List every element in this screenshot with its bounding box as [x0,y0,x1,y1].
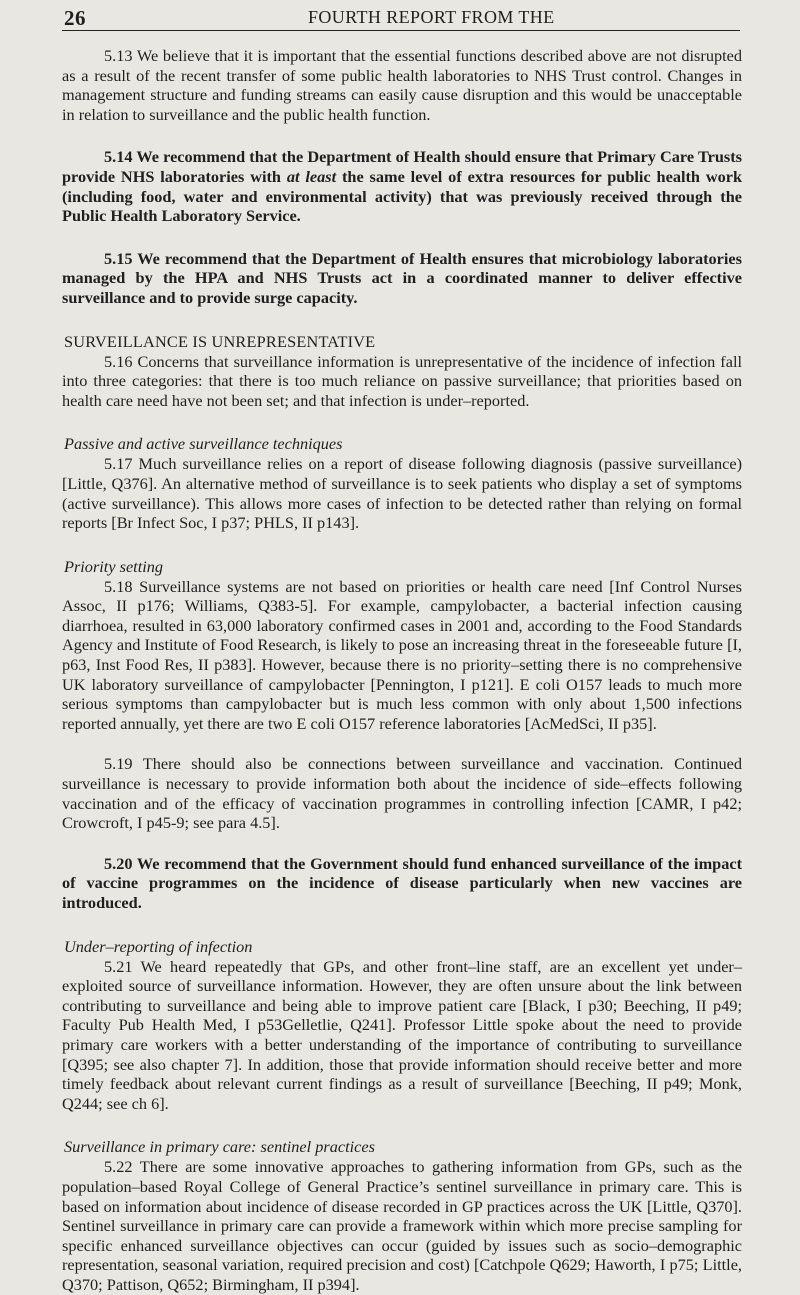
rec-5-14-text-a: 5.14 We recommend that the Department of Health should ensure that Primary Care Trusts provide NHS laboratories with [62,147,742,186]
running-title: FOURTH REPORT FROM THE [308,7,555,27]
subheading-under-reporting: Under–reporting of infection [64,936,253,956]
recommendation-5-15: 5.15 We recommend that the Department of Health ensures that microbiology laboratories managed by the HPA and NHS Trusts act in a coordinated manner to deliver effective surveillance and to provide surge capacity. [62,248,742,307]
subheading-priority: Priority setting [64,556,164,576]
page-number: 26 [64,6,86,30]
rec-5-14-text-b: the same level of extra resources for public health work (including food, water and environmental activity) that was previously received through the Public Health Laboratory Service. [62,166,743,226]
paragraph-5-17: 5.17 Much surveillance relies on a report of disease following diagnosis (passive surveillance) [Little, Q376]. An alternative method of surveillance is to seek patients who display a set of symptoms (active surveillance). This allows more cases of infection to be detected rather than relying on formal reports [Br Infect Soc, I p37; PHLS, II p143]. [62,454,742,533]
paragraph-5-19: 5.19 There should also be connections between surveillance and vaccination. Continued surveillance is necessary to provide information both about the incidence of side–effects following vaccination and of the efficacy of vaccination programmes in controlling infection [CAMR, I p42; Crowcroft, I p45-9; see para 4.5]. [62,754,742,833]
report-body [62,46,742,1295]
paragraph-5-16: 5.16 Concerns that surveillance information is unrepresentative of the incidence of infection fall into three categories: that there is too much reliance on passive surveillance; that priorities based on health care need have not been set; and that infection is under–reported. [62,351,742,410]
subheading-sentinel: Surveillance in primary care: sentinel practices [64,1137,375,1157]
paragraph-5-22: 5.22 There are some innovative approaches to gathering information from GPs, such as the population–based Royal College of General Practice’s sentinel surveillance in primary care. This is based on information about incidence of disease recorded in GP practices across the UK [Little, Q370]. Sentinel surveillance in primary care can provide a framework within which more precise sampling for specific enhanced surveillance objectives can occur (guided by issues such as socio–demographic representation, seasonal variation, required precision and cost) [Catchpole Q629; Haworth, I p75; Little, Q370; Pattison, Q652; Birmingham, II p394]. [62,1157,742,1294]
section-heading-surveillance: SURVEILLANCE IS UNREPRESENTATIVE [64,331,376,351]
rec-5-14-emphasis: at least [286,166,337,186]
page-header [62,6,740,31]
recommendation-5-20: 5.20 We recommend that the Government should fund enhanced surveillance of the impact of vaccine programmes on the incidence of disease particularly when new vaccines are introduced. [62,853,742,912]
paragraph-5-21: 5.21 We heard repeatedly that GPs, and other front–line staff, are an excellent yet under–exploited source of surveillance information. However, they are often unsure about the link between contributing to surveillance and being able to improve patient care [Black, I p30; Beeching, II p49; Faculty Pub Health Med, I p53Gelletlie, Q241]. Professor Little spoke about the need to provide primary care workers with a better understanding of the importance of contributing to surveillance [Q395; see also chapter 7]. In addition, those that provide information should receive better and more timely feedback about relevant current findings as a result of surveillance [Beeching, II p49; Monk, Q244; see ch 6]. [62,956,742,1113]
paragraph-5-18: 5.18 Surveillance systems are not based on priorities or health care need [Inf Control Nurses Assoc, II p176; Williams, Q383-5]. For example, campylobacter, a bacterial infection causing diarrhoea, resulted in 63,000 laboratory confirmed cases in 2001 and, according to the Food Standards Agency and Institute of Food Research, is likely to pose an increasing threat in the foreseeable future [I, p63, Inst Food Res, II p383]. However, because there is no priority–setting there is no comprehensive UK laboratory surveillance of campylobacter [Pennington, I p121]. E coli O157 leads to much more serious symptoms than campylobacter but is much less common with only about 1,500 infections reported annually, yet there are two E coli O157 reference laboratories [AcMedSci, II p35]. [62,576,742,733]
paragraph-5-13: 5.13 We believe that it is important that the essential functions described above are not disrupted as a result of the recent transfer of some public health laboratories to NHS Trust control. Changes in management structure and funding streams can easily cause disruption and this would be unacceptable in relation to surveillance and the public health function. [62,46,742,124]
recommendation-5-14 [62,147,742,225]
subheading-passive-active: Passive and active surveillance techniques [64,434,343,454]
